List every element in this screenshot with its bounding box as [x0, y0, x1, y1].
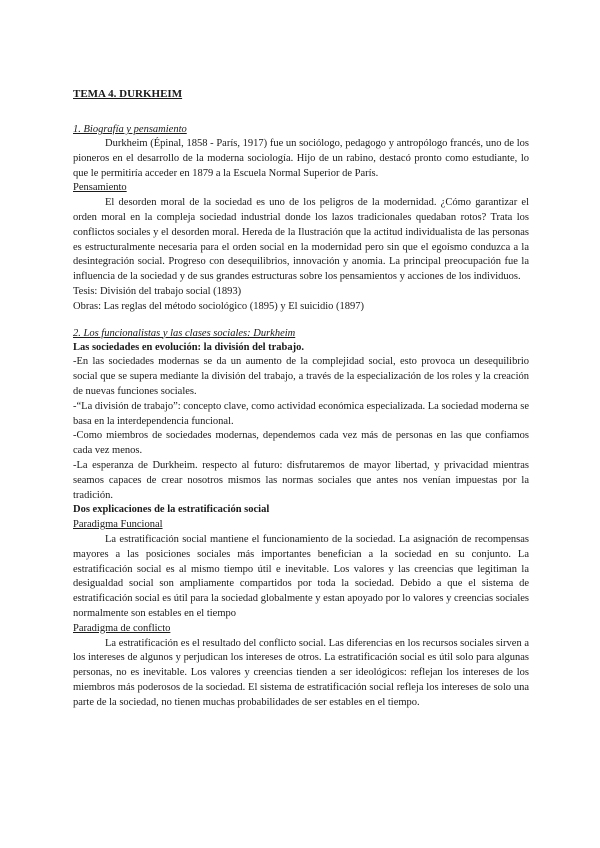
functional-paradigm-heading: Paradigma Funcional — [73, 519, 163, 531]
evolution-heading: Las sociedades en evolución: la división del trabajo. — [73, 341, 305, 353]
section-1-heading: 1. Biografía y pensamiento — [73, 124, 187, 135]
works-line: Obras: Las reglas del método sociológico (1895) y El suicidio (1897) — [73, 300, 365, 312]
functional-paradigm-paragraph: La estratificación social mantiene el funcionamiento de la sociedad. La asignación de recompensas mayores a las posiciones sociales más importantes benefician a la sociedad en su conjunto. La estratificación social es al mismo tiempo útil e inevitable. Los valores y las creencias que legitiman la desigualdad social son ampliamente compartidos por toda la sociedad. Debido a que el sistema de estratificación social es útil para la sociedad globalmente y estan apoyado por lo valores y creencias sociales normalmente son estables en el tiempo — [73, 533, 529, 619]
evolution-point: -En las sociedades modernas se da un aumento de la complejidad social, esto provoca un desequilibrio social que se supera mediante la división del trabajo, a través de la especialización de los roles y la creación de nuevas funciones sociales. — [73, 356, 529, 397]
thought-paragraph: El desorden moral de la sociedad es uno de los peligros de la modernidad. ¿Cómo garantizar el orden moral en la compleja sociedad industrial donde los lazos tradicionales quedaban rotos? Trata los conflictos sociales y el desorden moral. Hereda de la Ilustración que la actitud individualista de las personas es estructuralmente necesaria para el orden social en la modernidad pero sin que el egoísmo conduzca a la desintegración social. Progreso con desequilibrios, innovación y anomia. La principal preocupación fue la influencia de la sociedad y de sus grandes estructuras sobre los pensamientos y acciones de los individuos. — [73, 197, 529, 283]
document-title: TEMA 4. DURKHEIM — [73, 88, 183, 100]
biography-paragraph: Durkheim (Épinal, 1858 - París, 1917) fue un sociólogo, pedagogo y antropólogo francés, uno de los pioneros en el desarrollo de la moderna sociología. Hijo de un rabino, destacó pronto como estudiante, lo que le permitiría acceder en 1879 a la Escuela Normal Superior de París. — [73, 138, 529, 179]
thought-heading: Pensamiento — [73, 182, 127, 194]
section-2-heading: 2. Los funcionalistas y las clases sociales: Durkheim — [73, 327, 296, 339]
conflict-paradigm-heading: Paradigma de conflicto — [73, 622, 171, 634]
evolution-point: -Como miembros de sociedades modernas, dependemos cada vez más de personas en las que confiamos cada vez menos. — [73, 430, 529, 457]
conflict-paradigm-paragraph: La estratificación es el resultado del conflicto social. Las diferencias en los recursos sociales sirven a los intereses de algunos y perjudican los intereses de otros. La estratificación social es útil solo para algunas personas, no es inevitable. Los valores y creencias tienden a ser ideológicos: reflejan los intereses de los miembros más poderosos de la sociedad. El sistema de estratificación social refleja los intereses de solo una parte de la sociedad, no tienen muchas probabilidades de ser estables en el tiempo. — [73, 637, 529, 708]
document-page — [73, 88, 529, 710]
evolution-point: -La esperanza de Durkheim. respecto al futuro: disfrutaremos de mayor libertad, y privacidad mientras seamos capaces de crear nosotros mismos las normas sociales que antes nos venían impuestas por la tradición. — [73, 459, 529, 501]
thesis-line: Tesis: División del trabajo social (1893) — [73, 285, 242, 297]
two-explanations-heading: Dos explicaciones de la estratificación social — [73, 504, 270, 516]
evolution-point: -“La división de trabajo”: concepto clave, como actividad económica especializada. La sociedad moderna se basa en la interdependencia funcional. — [73, 400, 529, 427]
